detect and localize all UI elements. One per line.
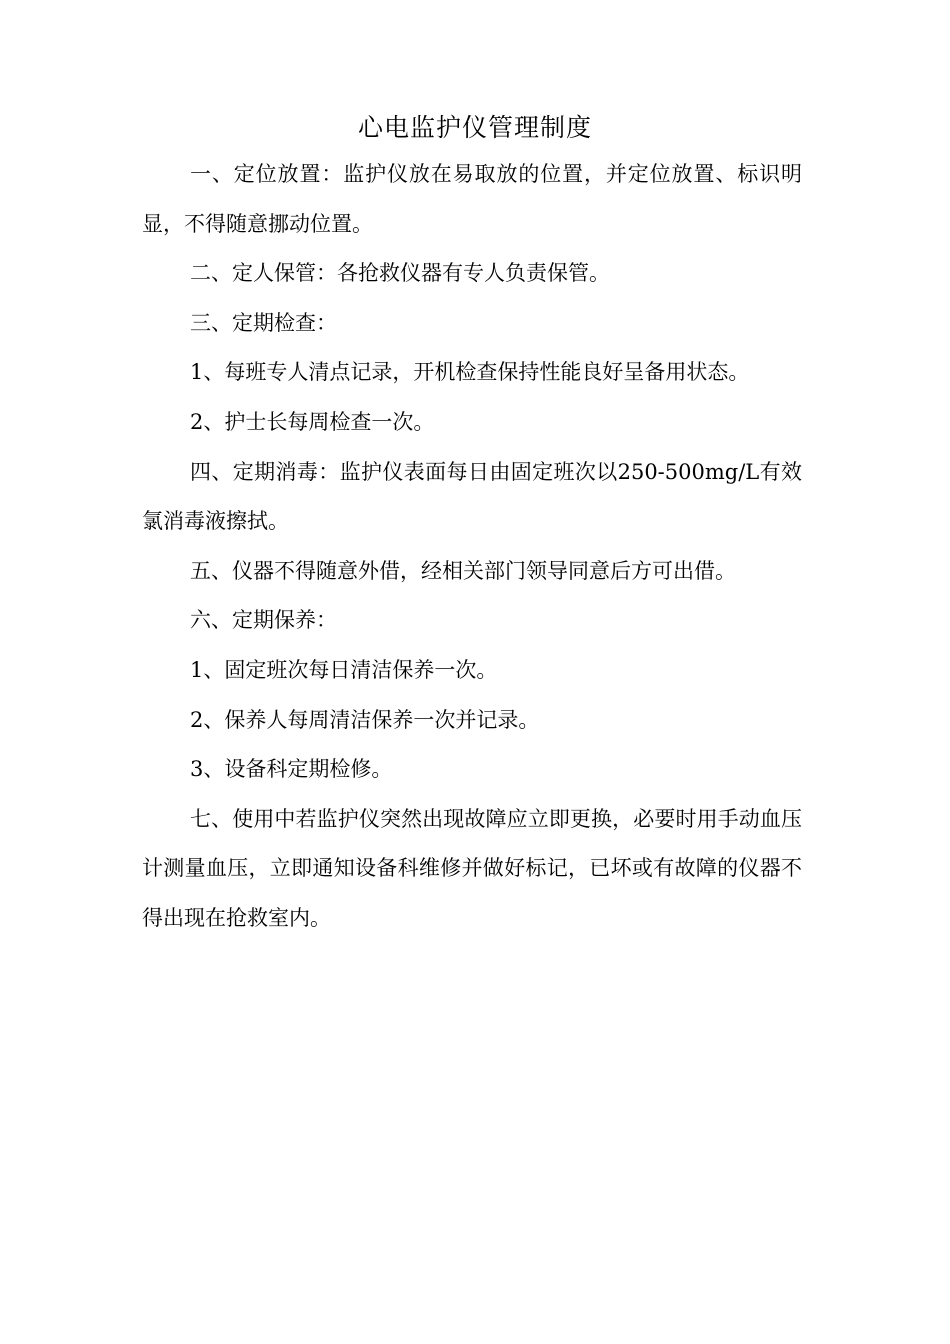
paragraph-inspection-item-1: 1、每班专人清点记录，开机检查保持性能良好呈备用状态。 <box>190 360 750 385</box>
paragraph-maintenance-heading: 六、定期保养： <box>190 608 337 633</box>
paragraph-disinfection: 四、定期消毒：监护仪表面每日由固定班次以250-500mg/L有效氯消毒液擦拭。 <box>142 459 802 534</box>
paragraph-maintenance-item-3: 3、设备科定期检修。 <box>190 757 393 782</box>
paragraph-lending: 五、仪器不得随意外借，经相关部门领导同意后方可出借。 <box>190 558 736 583</box>
paragraph-maintenance-item-1: 1、固定班次每日清洁保养一次。 <box>190 657 498 682</box>
document-body <box>142 150 802 944</box>
document-title: 心电监护仪管理制度 <box>357 113 592 142</box>
paragraph-custody: 二、定人保管：各抢救仪器有专人负责保管。 <box>190 261 610 286</box>
paragraph-positioning: 一、定位放置：监护仪放在易取放的位置，并定位放置、标识明显，不得随意挪动位置。 <box>142 162 802 236</box>
paragraph-inspection-item-2: 2、护士长每周检查一次。 <box>190 409 435 434</box>
paragraph-malfunction: 七、使用中若监护仪突然出现故障应立即更换，必要时用手动血压计测量血压，立即通知设备科维修并做好标记，已坏或有故障的仪器不得出现在抢救室内。 <box>142 806 802 930</box>
paragraph-maintenance-item-2: 2、保养人每周清洁保养一次并记录。 <box>190 707 540 732</box>
paragraph-inspection-heading: 三、定期检查： <box>190 310 337 335</box>
